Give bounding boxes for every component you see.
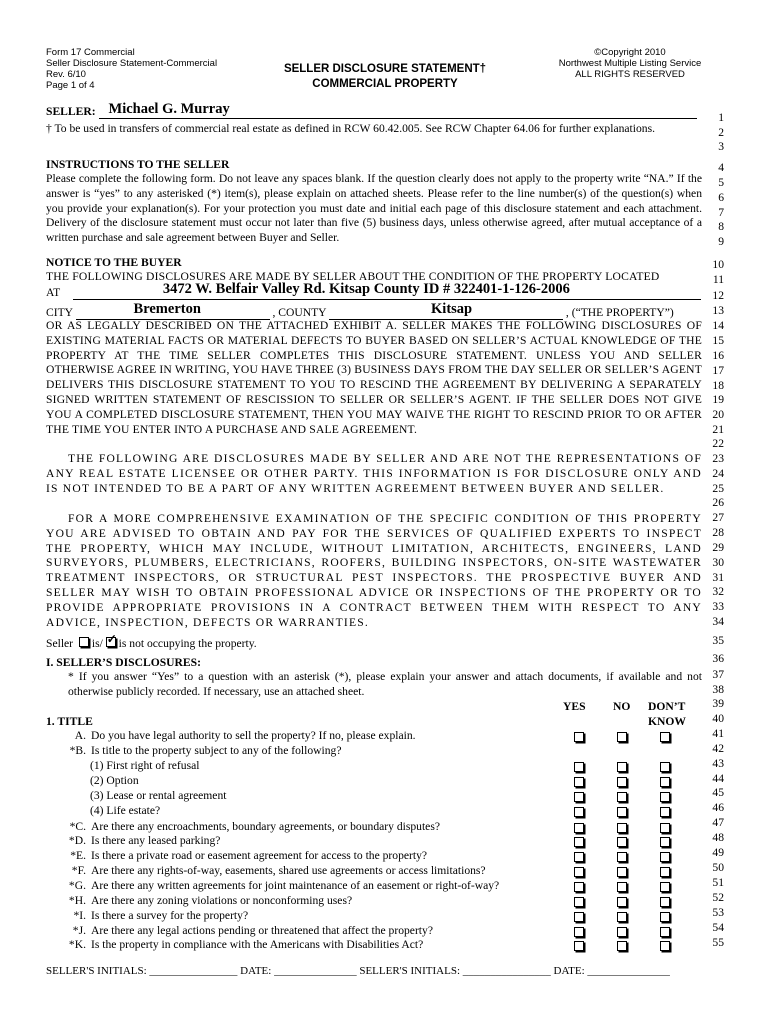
checkbox-yes[interactable] bbox=[574, 792, 584, 802]
question-label: *J. bbox=[72, 924, 86, 937]
line-number: 53 bbox=[712, 906, 724, 919]
line-number: 5 bbox=[718, 176, 724, 189]
line-number: 48 bbox=[712, 831, 724, 844]
line-number: 2 bbox=[718, 126, 724, 139]
question-text: Is there any leased parking? bbox=[91, 834, 221, 847]
col-dont: DON’T bbox=[648, 700, 686, 713]
line-number: 37 bbox=[712, 668, 724, 681]
checkbox-yes[interactable] bbox=[574, 777, 584, 787]
checkbox-dont-know[interactable] bbox=[660, 777, 670, 787]
checkbox-yes[interactable] bbox=[574, 807, 584, 817]
instructions-text: Please complete the following form. Do not leave any spaces blank. If the question clearly does not apply to the property write “NA.” If the answer is “yes” to any asterisked (*) item(s), please explain on attached sheets. Please refer to the line number(s) of the question(s) when you provide your explanation(s). For your protection you must date and initial each page of this disclosure statement and each attachment. Delivery of the disclosure statement must occur not later than five (5) business days, unless otherwise agreed, after mutual acceptance of a written purchase and sale agreement between Buyer and Seller. bbox=[46, 172, 702, 245]
checkbox-no[interactable] bbox=[617, 927, 627, 937]
line-number: 31 bbox=[712, 571, 724, 584]
instructions-heading: INSTRUCTIONS TO THE SELLER bbox=[46, 158, 230, 171]
line-number: 41 bbox=[712, 727, 724, 740]
checkbox-dont-know[interactable] bbox=[660, 867, 670, 877]
line-number: 7 bbox=[718, 206, 724, 219]
line-number: 30 bbox=[712, 556, 724, 569]
line-number: 16 bbox=[712, 349, 724, 362]
checkbox-dont-know[interactable] bbox=[660, 882, 670, 892]
initials-footer: SELLER'S INITIALS: ________________ DATE: _______________ SELLER'S INITIALS: ________________ DATE: _______________ bbox=[46, 965, 670, 977]
checkbox-dont-know[interactable] bbox=[660, 792, 670, 802]
line-number: 17 bbox=[712, 364, 724, 377]
copyright: ©Copyright 2010 bbox=[594, 47, 666, 58]
line-number: 10 bbox=[712, 258, 724, 271]
seller-label: SELLER: bbox=[46, 105, 96, 118]
line-number: 42 bbox=[712, 742, 724, 755]
occupancy-is: is/ bbox=[91, 637, 103, 650]
checkbox-no[interactable] bbox=[617, 882, 627, 892]
line-number: 4 bbox=[718, 161, 724, 174]
checkbox-yes[interactable] bbox=[574, 837, 584, 847]
line-number: 44 bbox=[712, 772, 724, 785]
checkbox-yes[interactable] bbox=[574, 732, 584, 742]
line-number: 12 bbox=[712, 289, 724, 302]
checkbox-dont-know[interactable] bbox=[660, 941, 670, 951]
question-text: Are there any written agreements for joint maintenance of an easement or right-of-way? bbox=[91, 879, 500, 892]
checkbox-no[interactable] bbox=[617, 807, 627, 817]
checkbox-dont-know[interactable] bbox=[660, 732, 670, 742]
notice-line-11: THE FOLLOWING DISCLOSURES ARE MADE BY SELLER ABOUT THE CONDITION OF THE PROPERTY LOCATED bbox=[46, 270, 660, 283]
line-number: 50 bbox=[712, 861, 724, 874]
seller-name-field[interactable] bbox=[99, 101, 697, 119]
line-number: 29 bbox=[712, 541, 724, 554]
line-number: 54 bbox=[712, 921, 724, 934]
line-number: 1 bbox=[718, 111, 724, 124]
line-number: 23 bbox=[712, 452, 724, 465]
question-label: *K. bbox=[68, 938, 86, 951]
checkbox-no[interactable] bbox=[617, 941, 627, 951]
checkmark-icon: ✓ bbox=[106, 632, 117, 646]
question-text: Are there any encroachments, boundary agreements, or boundary disputes? bbox=[91, 820, 440, 833]
line-number: 33 bbox=[712, 600, 724, 613]
seller-name: Michael G. Murray bbox=[108, 101, 230, 117]
line-number: 18 bbox=[712, 379, 724, 392]
line-number: 38 bbox=[712, 683, 724, 696]
col-know: KNOW bbox=[648, 715, 687, 728]
notice-paragraph-1: OR AS LEGALLY DESCRIBED ON THE ATTACHED EXHIBIT A. SELLER MAKES THE FOLLOWING DISCLOSURES OF EXISTING MATERIAL FACTS OR MATERIAL DEFECTS TO BUYER BASED ON SELLER’S ACTUAL KNOWLEDGE OF THE PROPERTY AT THE TIME SELLER COMPLETES THIS DISCLOSURE STATEMENT. UNLESS YOU AND SELLER OTHERWISE AGREE IN WRITING, YOU HAVE THREE (3) BUSINESS DAYS FROM THE DAY SELLER OR SELLER’S AGENT DELIVERS THIS DISCLOSURE STATEMENT TO YOU TO RESCIND THE AGREEMENT BY DELIVERING A SEPARATELY SIGNED WRITTEN STATEMENT OF RESCISSION TO SELLER OR SELLER’S AGENT. IF THE SELLER DOES NOT GIVE YOU A COMPLETED DISCLOSURE STATEMENT, THEN YOU MAY WAIVE THE RIGHT TO RESCIND PRIOR TO OR AFTER THE TIME YOU ENTER INTO A PURCHASE AND SALE AGREEMENT. bbox=[46, 319, 702, 436]
line-number: 43 bbox=[712, 757, 724, 770]
col-no: NO bbox=[613, 700, 631, 713]
question-text: Are there any rights-of-way, easements, shared use agreements or access limitations? bbox=[91, 864, 486, 877]
is-occupying-checkbox[interactable] bbox=[79, 637, 89, 647]
publisher: Northwest Multiple Listing Service bbox=[558, 58, 702, 69]
checkbox-dont-know[interactable] bbox=[660, 852, 670, 862]
checkbox-no[interactable] bbox=[617, 732, 627, 742]
question-text: Is title to the property subject to any of the following? bbox=[91, 744, 342, 757]
section-heading: I. SELLER’S DISCLOSURES: bbox=[46, 656, 201, 669]
address-field[interactable] bbox=[73, 281, 701, 300]
copyright-block bbox=[540, 47, 720, 80]
title-section-heading: 1. TITLE bbox=[46, 715, 93, 728]
form-revision: Rev. 6/10 bbox=[46, 69, 86, 80]
is-not-occupying-checkbox[interactable] bbox=[106, 632, 117, 647]
checkbox-no[interactable] bbox=[617, 837, 627, 847]
question-text: Are there any legal actions pending or threatened that affect the property? bbox=[91, 924, 433, 937]
line-number: 8 bbox=[718, 220, 724, 233]
city-label: CITY bbox=[46, 306, 73, 319]
line-number: 9 bbox=[718, 235, 724, 248]
line-number: 34 bbox=[712, 615, 724, 628]
line-number: 36 bbox=[712, 652, 724, 665]
line-number: 39 bbox=[712, 697, 724, 710]
line-number: 22 bbox=[712, 437, 724, 450]
col-yes: YES bbox=[563, 700, 586, 713]
line-number: 55 bbox=[712, 936, 724, 949]
line-number: 40 bbox=[712, 712, 724, 725]
city-line bbox=[46, 301, 674, 320]
line-number: 51 bbox=[712, 876, 724, 889]
checkbox-dont-know[interactable] bbox=[660, 912, 670, 922]
checkbox-no[interactable] bbox=[617, 912, 627, 922]
line-number: 52 bbox=[712, 891, 724, 904]
notice-paragraph-2: THE FOLLOWING ARE DISCLOSURES MADE BY SELLER AND ARE NOT THE REPRESENTATIONS OF ANY REAL ESTATE LICENSEE OR OTHER PARTY. THIS INFORMATION IS FOR DISCLOSURE ONLY AND IS NOT INTENDED TO BE A PART OF ANY WRITTEN AGREEMENT BETWEEN BUYER AND SELLER. bbox=[46, 452, 702, 495]
question-text: Is the property in compliance with the Americans with Disabilities Act? bbox=[91, 938, 424, 951]
county-label: , COUNTY bbox=[272, 306, 327, 319]
page-title-line-1: SELLER DISCLOSURE STATEMENT† bbox=[283, 63, 487, 75]
checkbox-no[interactable] bbox=[617, 867, 627, 877]
notice-paragraph-3: FOR A MORE COMPREHENSIVE EXAMINATION OF THE SPECIFIC CONDITION OF THIS PROPERTY YOU ARE ADVISED TO OBTAIN AND PAY FOR THE SERVICES OF QUALIFIED EXPERTS TO INSPECT THE PROPERTY, WHICH MAY INCLUDE, WITHOUT LIMITATION, ARCHITECTS, ENGINEERS, LAND SURVEYORS, PLUMBERS, ELECTRICIANS, ROOFERS, BUILDING INSPECTORS, ON-SITE WASTEWATER TREATMENT INSPECTORS, OR STRUCTURAL PEST INSPECTORS. THE PROSPECTIVE BUYER AND SELLER MAY WISH TO OBTAIN PROFESSIONAL ADVICE OR INSPECTIONS OF THE PROPERTY OR TO PROVIDE APPROPRIATE PROVISIONS IN A CONTRACT BETWEEN THEM WITH RESPECT TO ANY ADVICE, INSPECTION, DEFECTS OR WARRANTIES. bbox=[46, 512, 702, 629]
line-number: 32 bbox=[712, 585, 724, 598]
line-number: 46 bbox=[712, 801, 724, 814]
county-value: Kitsap bbox=[431, 301, 473, 317]
checkbox-no[interactable] bbox=[617, 762, 627, 772]
form-name: Seller Disclosure Statement-Commercial bbox=[46, 58, 218, 69]
question-text: (4) Life estate? bbox=[90, 804, 161, 817]
section-note: * If you answer “Yes” to a question with an asterisk (*), please explain your answer and attach documents, if available and not otherwise publicly recorded. If necessary, use an attached sheet. bbox=[68, 670, 702, 698]
occupancy-line bbox=[46, 632, 257, 651]
checkbox-yes[interactable] bbox=[574, 762, 584, 772]
line-number: 25 bbox=[712, 482, 724, 495]
question-label: *H. bbox=[68, 894, 86, 907]
question-text: (1) First right of refusal bbox=[90, 759, 200, 772]
line-number: 15 bbox=[712, 334, 724, 347]
line-number: 49 bbox=[712, 846, 724, 859]
address-line bbox=[46, 281, 701, 300]
checkbox-yes[interactable] bbox=[574, 867, 584, 877]
checkbox-yes[interactable] bbox=[574, 882, 584, 892]
question-label: *D. bbox=[68, 834, 86, 847]
line-number: 47 bbox=[712, 816, 724, 829]
checkbox-yes[interactable] bbox=[574, 852, 584, 862]
page-title-line-2: COMMERCIAL PROPERTY bbox=[312, 78, 458, 90]
checkbox-dont-know[interactable] bbox=[660, 807, 670, 817]
line-number: 35 bbox=[712, 634, 724, 647]
question-label: *I. bbox=[73, 909, 86, 922]
form-number: Form 17 Commercial bbox=[46, 47, 135, 58]
checkbox-yes[interactable] bbox=[574, 912, 584, 922]
question-label: *G. bbox=[68, 879, 86, 892]
checkbox-yes[interactable] bbox=[574, 927, 584, 937]
checkbox-dont-know[interactable] bbox=[660, 837, 670, 847]
question-text: Do you have legal authority to sell the property? If no, please explain. bbox=[91, 729, 416, 742]
line-number: 13 bbox=[712, 304, 724, 317]
property-address: 3472 W. Belfair Valley Rd. Kitsap County ID # 322401-1-126-2006 bbox=[162, 281, 570, 297]
checkbox-no[interactable] bbox=[617, 852, 627, 862]
question-text: Is there a survey for the property? bbox=[91, 909, 249, 922]
line-number: 11 bbox=[712, 273, 724, 286]
at-label: AT bbox=[46, 286, 60, 299]
occupancy-suffix: is not occupying the property. bbox=[118, 637, 257, 650]
checkbox-dont-know[interactable] bbox=[660, 762, 670, 772]
question-text: (2) Option bbox=[90, 774, 139, 787]
question-label: *C. bbox=[69, 820, 86, 833]
notice-heading: NOTICE TO THE BUYER bbox=[46, 256, 182, 269]
checkbox-no[interactable] bbox=[617, 777, 627, 787]
line-number: 24 bbox=[712, 467, 724, 480]
checkbox-dont-know[interactable] bbox=[660, 927, 670, 937]
line-number: 6 bbox=[718, 191, 724, 204]
checkbox-no[interactable] bbox=[617, 823, 627, 833]
line-number: 20 bbox=[712, 408, 724, 421]
line-number: 21 bbox=[712, 423, 724, 436]
line-number: 14 bbox=[712, 319, 724, 332]
line-number: 27 bbox=[712, 511, 724, 524]
checkbox-no[interactable] bbox=[617, 897, 627, 907]
checkbox-yes[interactable] bbox=[574, 897, 584, 907]
checkbox-dont-know[interactable] bbox=[660, 897, 670, 907]
page-number: Page 1 of 4 bbox=[46, 80, 95, 91]
question-text: (3) Lease or rental agreement bbox=[90, 789, 227, 802]
line-number: 26 bbox=[712, 496, 724, 509]
question-label: A. bbox=[74, 729, 86, 742]
rights: ALL RIGHTS RESERVED bbox=[575, 69, 685, 80]
line-number: 28 bbox=[712, 526, 724, 539]
line-number: 45 bbox=[712, 786, 724, 799]
page-title bbox=[240, 62, 530, 92]
line-number: 3 bbox=[718, 140, 724, 153]
line-number: 19 bbox=[712, 393, 724, 406]
checkbox-dont-know[interactable] bbox=[660, 823, 670, 833]
question-text: Is there a private road or easement agreement for access to the property? bbox=[91, 849, 428, 862]
checkbox-no[interactable] bbox=[617, 792, 627, 802]
form-info bbox=[46, 47, 217, 91]
question-text: Are there any zoning violations or nonconforming uses? bbox=[91, 894, 353, 907]
property-label: , (“THE PROPERTY”) bbox=[565, 306, 674, 319]
question-label: *B. bbox=[69, 744, 86, 757]
checkbox-yes[interactable] bbox=[574, 941, 584, 951]
city-value: Bremerton bbox=[133, 301, 201, 317]
dagger-note: † To be used in transfers of commercial real estate as defined in RCW 60.42.005. See RCW Chapter 64.06 for further explanations. bbox=[46, 122, 655, 135]
checkbox-yes[interactable] bbox=[574, 823, 584, 833]
occupancy-prefix: Seller bbox=[46, 637, 74, 650]
seller-line bbox=[46, 101, 697, 119]
question-label: *E. bbox=[70, 849, 86, 862]
question-label: *F. bbox=[71, 864, 86, 877]
